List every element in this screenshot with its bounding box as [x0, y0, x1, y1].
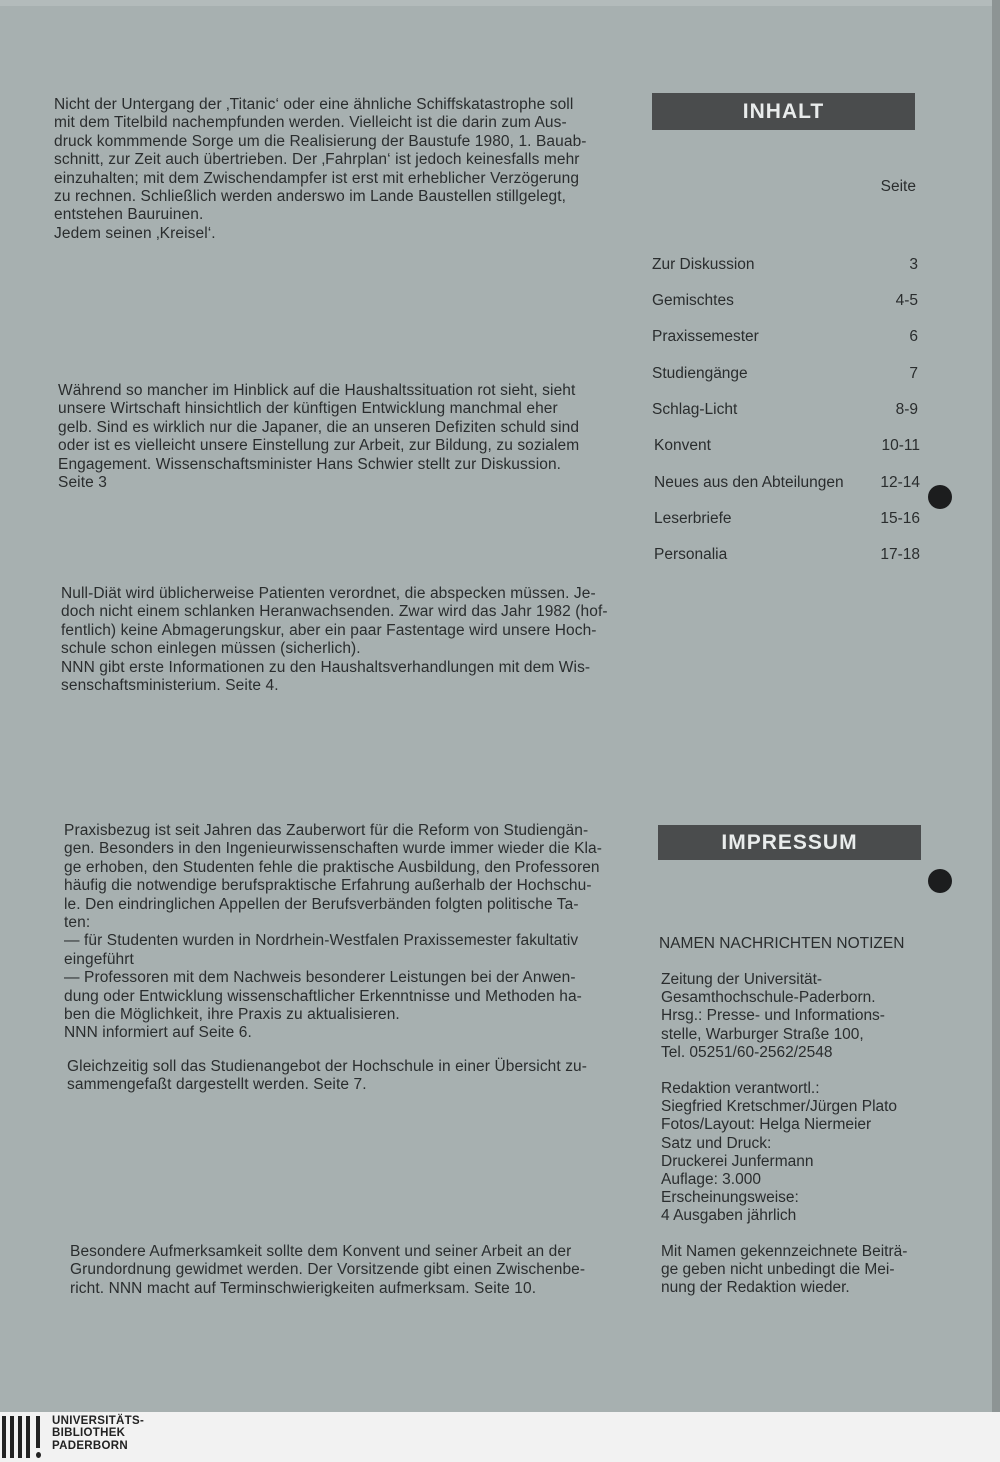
- toc-label: Leserbriefe: [654, 510, 732, 527]
- impressum-credits: Redaktion verantwortl.: Siegfried Kretschmer/Jürgen Plato Fotos/Layout: Helga Niermeier Satz und Druck: Druckerei Junfermann Auflage: 3.000 Erscheinungsweise: 4 Ausgaben jährlich: [661, 1080, 898, 1225]
- toc-row: [652, 292, 918, 310]
- impressum-heading-bar: IMPRESSUM: [658, 825, 921, 860]
- toc-row: [654, 510, 920, 528]
- toc-page: 3: [909, 256, 918, 273]
- intro-paragraph-titanic: Nicht der Untergang der ‚Titanic‘ oder eine ähnliche Schiffskatastrophe soll mit dem Titelbild nachempfunden werden. Vielleicht ist die darin zum Aus- druck kommmende Sorge um die Realisierung der Baustufe 1980, 1. Bauab- schnitt, zur Zeit auch übertrieben. Der ‚Fahrplan‘ ist jedoch keinesfalls mehr einzuhalten; mit dem Zwischendampfer ist erst mit erheblicher Verzögerung zu rechnen. Schließlich werden anderswo im Lande Baustellen stillgelegt, entstehen Bauruinen. Jedem seinen ‚Kreisel‘.: [54, 96, 587, 242]
- impressum-publisher: Zeitung der Universität- Gesamthochschule-Paderborn. Hrsg.: Presse- und Informations- stelle, Warburger Straße 100, Tel. 05251/60-2562/2548: [661, 971, 885, 1061]
- toc-page: 10-11: [881, 437, 920, 454]
- seite-column-label: Seite: [880, 178, 916, 195]
- toc-page: 8-9: [895, 401, 918, 418]
- library-logo-icon: [2, 1416, 42, 1458]
- toc-row: [654, 437, 920, 455]
- toc-page: 12-14: [880, 474, 920, 491]
- page-top-edge: [0, 0, 1000, 6]
- toc-row: [654, 546, 920, 564]
- toc-label: Konvent: [654, 437, 711, 454]
- toc-row: [654, 474, 920, 492]
- toc-row: [652, 401, 918, 419]
- toc-row: [652, 256, 918, 274]
- toc-label: Gemischtes: [652, 292, 734, 309]
- toc-label: Personalia: [654, 546, 728, 563]
- toc-label: Studiengänge: [652, 365, 748, 382]
- inhalt-heading-bar: INHALT: [652, 93, 915, 130]
- toc-row: [652, 365, 918, 383]
- toc-label: Praxissemester: [652, 328, 759, 345]
- impressum-disclaimer: Mit Namen gekennzeichnete Beiträ- ge geben nicht unbedingt die Mei- nung der Redaktion wieder.: [661, 1243, 908, 1297]
- punch-hole-icon: [928, 869, 952, 893]
- toc-label: Neues aus den Abteilungen: [654, 474, 844, 491]
- toc-label: Schlag-Licht: [652, 401, 738, 418]
- library-footer: [0, 1412, 1000, 1462]
- intro-paragraph-wirtschaft: Während so mancher im Hinblick auf die Haushaltssituation rot sieht, sieht unsere Wirtschaft hinsichtlich der künftigen Entwicklung manchmal eher gelb. Sind es wirklich nur die Japaner, die an unseren Defiziten schuld sind oder ist es vielleicht unsere Einstellung zur Arbeit, zur Bildung, zu sozialem Engagement. Wissenschaftsminister Hans Schwier stellt zur Diskussion. Seite 3: [58, 382, 580, 492]
- intro-paragraph-konvent: Besondere Aufmerksamkeit sollte dem Konvent und seiner Arbeit an der Grundordnung gewidmet werden. Der Vorsitzende gibt einen Zwischenbe- richt. NNN macht auf Terminschwierigkeiten aufmerksam. Seite 10.: [70, 1243, 586, 1297]
- punch-hole-icon: [928, 485, 952, 509]
- library-name: UNIVERSITÄTS- BIBLIOTHEK PADERBORN: [52, 1415, 145, 1452]
- toc-page: 7: [909, 365, 918, 382]
- toc-page: 4-5: [895, 292, 918, 309]
- toc-label: Zur Diskussion: [652, 256, 755, 273]
- intro-paragraph-studienangebot: Gleichzeitig soll das Studienangebot der Hochschule in einer Übersicht zu- sammengefaßt dargestellt werden. Seite 7.: [67, 1058, 588, 1094]
- intro-paragraph-praxisbezug: Praxisbezug ist seit Jahren das Zauberwort für die Reform von Studiengän- gen. Besonders in den Ingenieurwissenschaften wurde immer wieder die Kla- ge erhoben, den Studenten fehle die praktische Ausbildung, den Professoren häufig die notwendige berufspraktische Erfahrung außerhalb der Hochschu- le. Den eindringlichen Appellen der Berufsverbänden folgten politische Ta- ten: — für Studenten wurden in Nordrhein-Westfalen Praxissemester fakultativ eingeführt — Professoren mit dem Nachweis besonderer Leistungen bei der Anwen- dung oder Entwicklung wissenschaftlicher Erkenntnisse und Methoden ha- ben die Möglichkeit, ihre Praxis zu aktualisieren. NNN informiert auf Seite 6.: [64, 822, 603, 1042]
- toc-page: 15-16: [880, 510, 920, 527]
- page-right-edge: [992, 0, 1000, 1412]
- toc-page: 17-18: [880, 546, 920, 563]
- toc-page: 6: [909, 328, 918, 345]
- impressum-title: NAMEN NACHRICHTEN NOTIZEN: [659, 935, 905, 952]
- intro-paragraph-null-diaet: Null-Diät wird üblicherweise Patienten verordnet, die abspecken müssen. Je- doch nicht einem schlanken Heranwachsenden. Zwar wird das Jahr 1982 (hof- fentlich) keine Abmagerungskur, aber ein paar Fastentage wird unsere Hoch- schule schon einlegen müssen (sicherlich). NNN gibt erste Informationen zu den Haushaltsverhandlungen mit dem Wis- senschaftsministerium. Seite 4.: [61, 585, 608, 695]
- toc-row: [652, 328, 918, 346]
